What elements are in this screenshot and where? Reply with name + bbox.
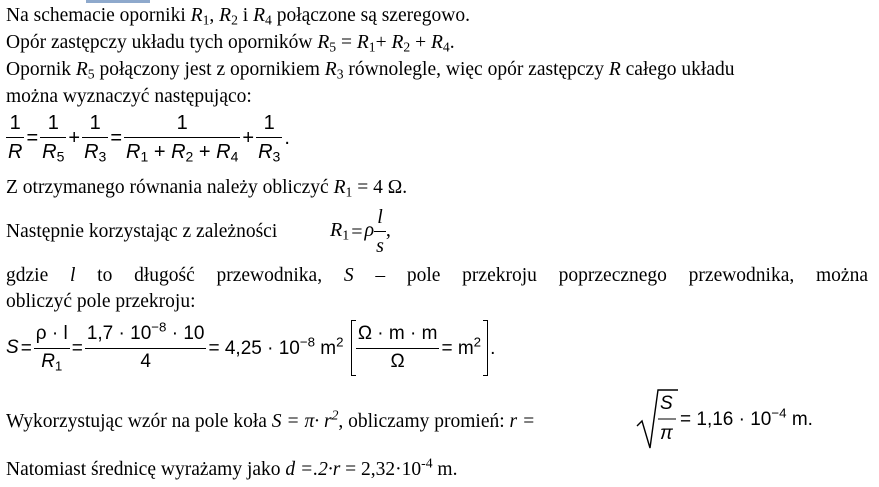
result-value	[680, 405, 813, 430]
text-span: , obliczamy promień:	[338, 411, 510, 432]
numerator: 1	[124, 112, 240, 138]
superscript: −8	[151, 319, 167, 335]
comma: ,	[385, 219, 391, 242]
text-span: połączony jest z opornikiem	[94, 59, 325, 80]
equals-sign: =	[26, 126, 39, 149]
text-span: = m	[441, 337, 474, 359]
symbol-r3: R	[324, 59, 337, 80]
subscript: 1	[202, 12, 210, 28]
text-span: Opór zastępczy układu tych oporników	[6, 32, 318, 53]
right-bracket	[483, 320, 488, 376]
period: .	[807, 408, 813, 430]
superscript: 2	[473, 334, 482, 350]
text-span: Z otrzymanego równania należy obliczyć	[6, 177, 334, 198]
symbol-r1: R	[330, 219, 343, 242]
equals-sign: =	[351, 220, 363, 243]
symbol-r3: R	[258, 141, 273, 163]
equals-sign: =	[110, 126, 123, 149]
symbol-r5: R	[317, 32, 330, 53]
denominator: 4	[140, 350, 151, 372]
numerator	[374, 206, 386, 232]
denominator	[82, 138, 108, 163]
superscript: -4	[421, 455, 433, 471]
subscript: 4	[442, 39, 450, 55]
text-line-9: obliczyć pole przekroju:	[6, 291, 196, 312]
symbol-r5: R	[75, 59, 88, 80]
text-span: .	[449, 32, 455, 53]
subscript: 5	[87, 66, 95, 82]
period: .	[490, 337, 496, 359]
subscript: 2	[185, 148, 194, 165]
equals-sign: =	[71, 337, 83, 359]
text-span: ,	[209, 5, 220, 26]
symbol-s: S	[343, 265, 354, 286]
text-span: to długość przewodnika,	[75, 265, 344, 286]
subscript: 5	[56, 148, 65, 165]
superscript: −4	[771, 405, 787, 421]
symbol-r1: R	[333, 177, 346, 198]
text-span: połączone są szeregowo.	[271, 5, 470, 26]
unit-result	[441, 334, 482, 359]
area-formula	[271, 407, 339, 432]
subscript: 2	[231, 12, 238, 28]
equation-resistivity	[330, 206, 391, 257]
text-span: 1,7 · 10	[86, 322, 152, 344]
superscript: 2	[331, 407, 339, 423]
text-span: całego układu	[620, 59, 735, 80]
text-line-11	[6, 407, 536, 432]
numerator: 1	[82, 112, 108, 138]
denominator	[40, 138, 66, 163]
text-line-7: Następnie korzystając z zależności	[6, 221, 278, 242]
text-span: m.	[432, 459, 458, 480]
text-line-4: można wyznaczyć następująco:	[6, 86, 252, 107]
fraction	[124, 112, 240, 163]
numerator: 1	[256, 112, 282, 138]
symbol-r: r =	[509, 411, 536, 432]
symbol-r2: R	[219, 5, 232, 26]
symbol-r4: R	[431, 32, 443, 53]
symbol-r4: R	[216, 141, 231, 163]
subscript: 3	[336, 66, 344, 82]
denominator	[124, 138, 240, 163]
fraction	[34, 324, 70, 373]
symbol-r2: R	[171, 141, 186, 163]
text-span: =	[336, 32, 357, 53]
fraction	[374, 206, 386, 257]
text-span: Na schemacie oporniki	[6, 5, 191, 26]
text-span: +	[375, 32, 392, 53]
plus-sign: +	[153, 141, 166, 163]
equation-parallel-resistance	[6, 112, 292, 163]
text-span: = 4 Ω.	[352, 177, 408, 198]
denominator	[6, 138, 24, 163]
numerator: 1	[6, 112, 24, 138]
text-span: gdzie	[6, 265, 70, 286]
text-span: m	[786, 408, 808, 430]
subscript: 3	[272, 148, 281, 165]
text-span: Natomiast średnicę wyrażamy jako	[6, 459, 286, 480]
numerator: 1	[40, 112, 66, 138]
plus-sign: +	[68, 126, 81, 149]
text-line-12	[6, 455, 458, 480]
symbol-r1: R	[356, 32, 369, 53]
radicand-numerator: S	[660, 393, 673, 414]
symbol-s: S	[6, 337, 19, 359]
text-span: · 10	[166, 322, 205, 344]
fraction	[85, 319, 207, 373]
result-value	[208, 334, 344, 359]
period: .	[284, 126, 290, 149]
symbol-r1: R	[41, 350, 55, 372]
symbol-r3: R	[84, 141, 99, 163]
text-span: m	[315, 337, 337, 359]
numerator: Ω · m · m	[356, 324, 440, 349]
subscript: 5	[329, 39, 337, 55]
diameter-formula: d =.2·r	[285, 459, 341, 480]
equation-radius	[636, 388, 815, 450]
text-line-3	[6, 60, 734, 80]
fraction	[256, 112, 282, 163]
subscript: 1	[140, 148, 149, 165]
plus-sign: +	[198, 141, 211, 163]
symbol-l: l	[377, 206, 383, 228]
fraction	[82, 112, 108, 163]
square-root	[636, 388, 678, 450]
symbol-r5: R	[42, 141, 57, 163]
subscript: 2	[403, 39, 411, 55]
superscript: −8	[299, 334, 316, 350]
symbol-r: R	[608, 59, 621, 80]
symbol-r2: R	[391, 32, 404, 53]
symbol-r: R	[8, 141, 23, 163]
plus-sign: +	[242, 126, 255, 149]
denominator	[374, 232, 386, 257]
denominator: Ω	[390, 350, 405, 372]
subscript: 4	[264, 12, 272, 28]
equals-sign: =	[20, 337, 32, 359]
text-line-2	[6, 33, 455, 53]
text-span: S = π· r	[271, 411, 332, 432]
top-tab-accent	[86, 0, 150, 3]
subscript: 4	[230, 148, 239, 165]
text-span: = 1,16 · 10	[680, 408, 772, 430]
denominator	[34, 349, 70, 373]
equation-cross-section	[6, 320, 497, 376]
numerator: ρ · l	[34, 324, 70, 349]
text-line-1	[6, 6, 470, 26]
text-span: równolegle, więc opór zastępczy	[343, 59, 609, 80]
subscript: 1	[368, 39, 376, 55]
subscript: 3	[98, 148, 107, 165]
subscript: 1	[54, 357, 63, 373]
symbol-l: l	[69, 265, 76, 286]
fraction	[40, 112, 66, 163]
symbol-r1: R	[126, 141, 141, 163]
symbol-s: s	[376, 235, 384, 257]
symbol-r1: R	[190, 5, 203, 26]
text-line-8	[6, 266, 868, 286]
text-span: = 2,32·10	[340, 459, 422, 480]
text-span: Wykorzystując wzór na pole koła	[6, 411, 272, 432]
text-line-6	[6, 178, 407, 198]
text-span: Opornik	[6, 59, 76, 80]
numerator	[85, 319, 207, 349]
denominator	[256, 138, 282, 163]
superscript: 2	[336, 334, 344, 350]
text-span: i	[237, 5, 254, 26]
subscript: 1	[342, 228, 350, 244]
text-span: = 4,25 · 10	[208, 337, 300, 359]
fraction	[6, 112, 24, 163]
text-span: – pole przekroju poprzecznego przewodnika, można	[353, 265, 868, 286]
symbol-r4: R	[253, 5, 265, 26]
text-span: +	[410, 32, 431, 53]
subscript: 1	[345, 184, 353, 200]
radicand-denominator: π	[660, 423, 673, 444]
unit-fraction	[356, 324, 440, 373]
symbol-rho: ρ	[364, 219, 375, 242]
